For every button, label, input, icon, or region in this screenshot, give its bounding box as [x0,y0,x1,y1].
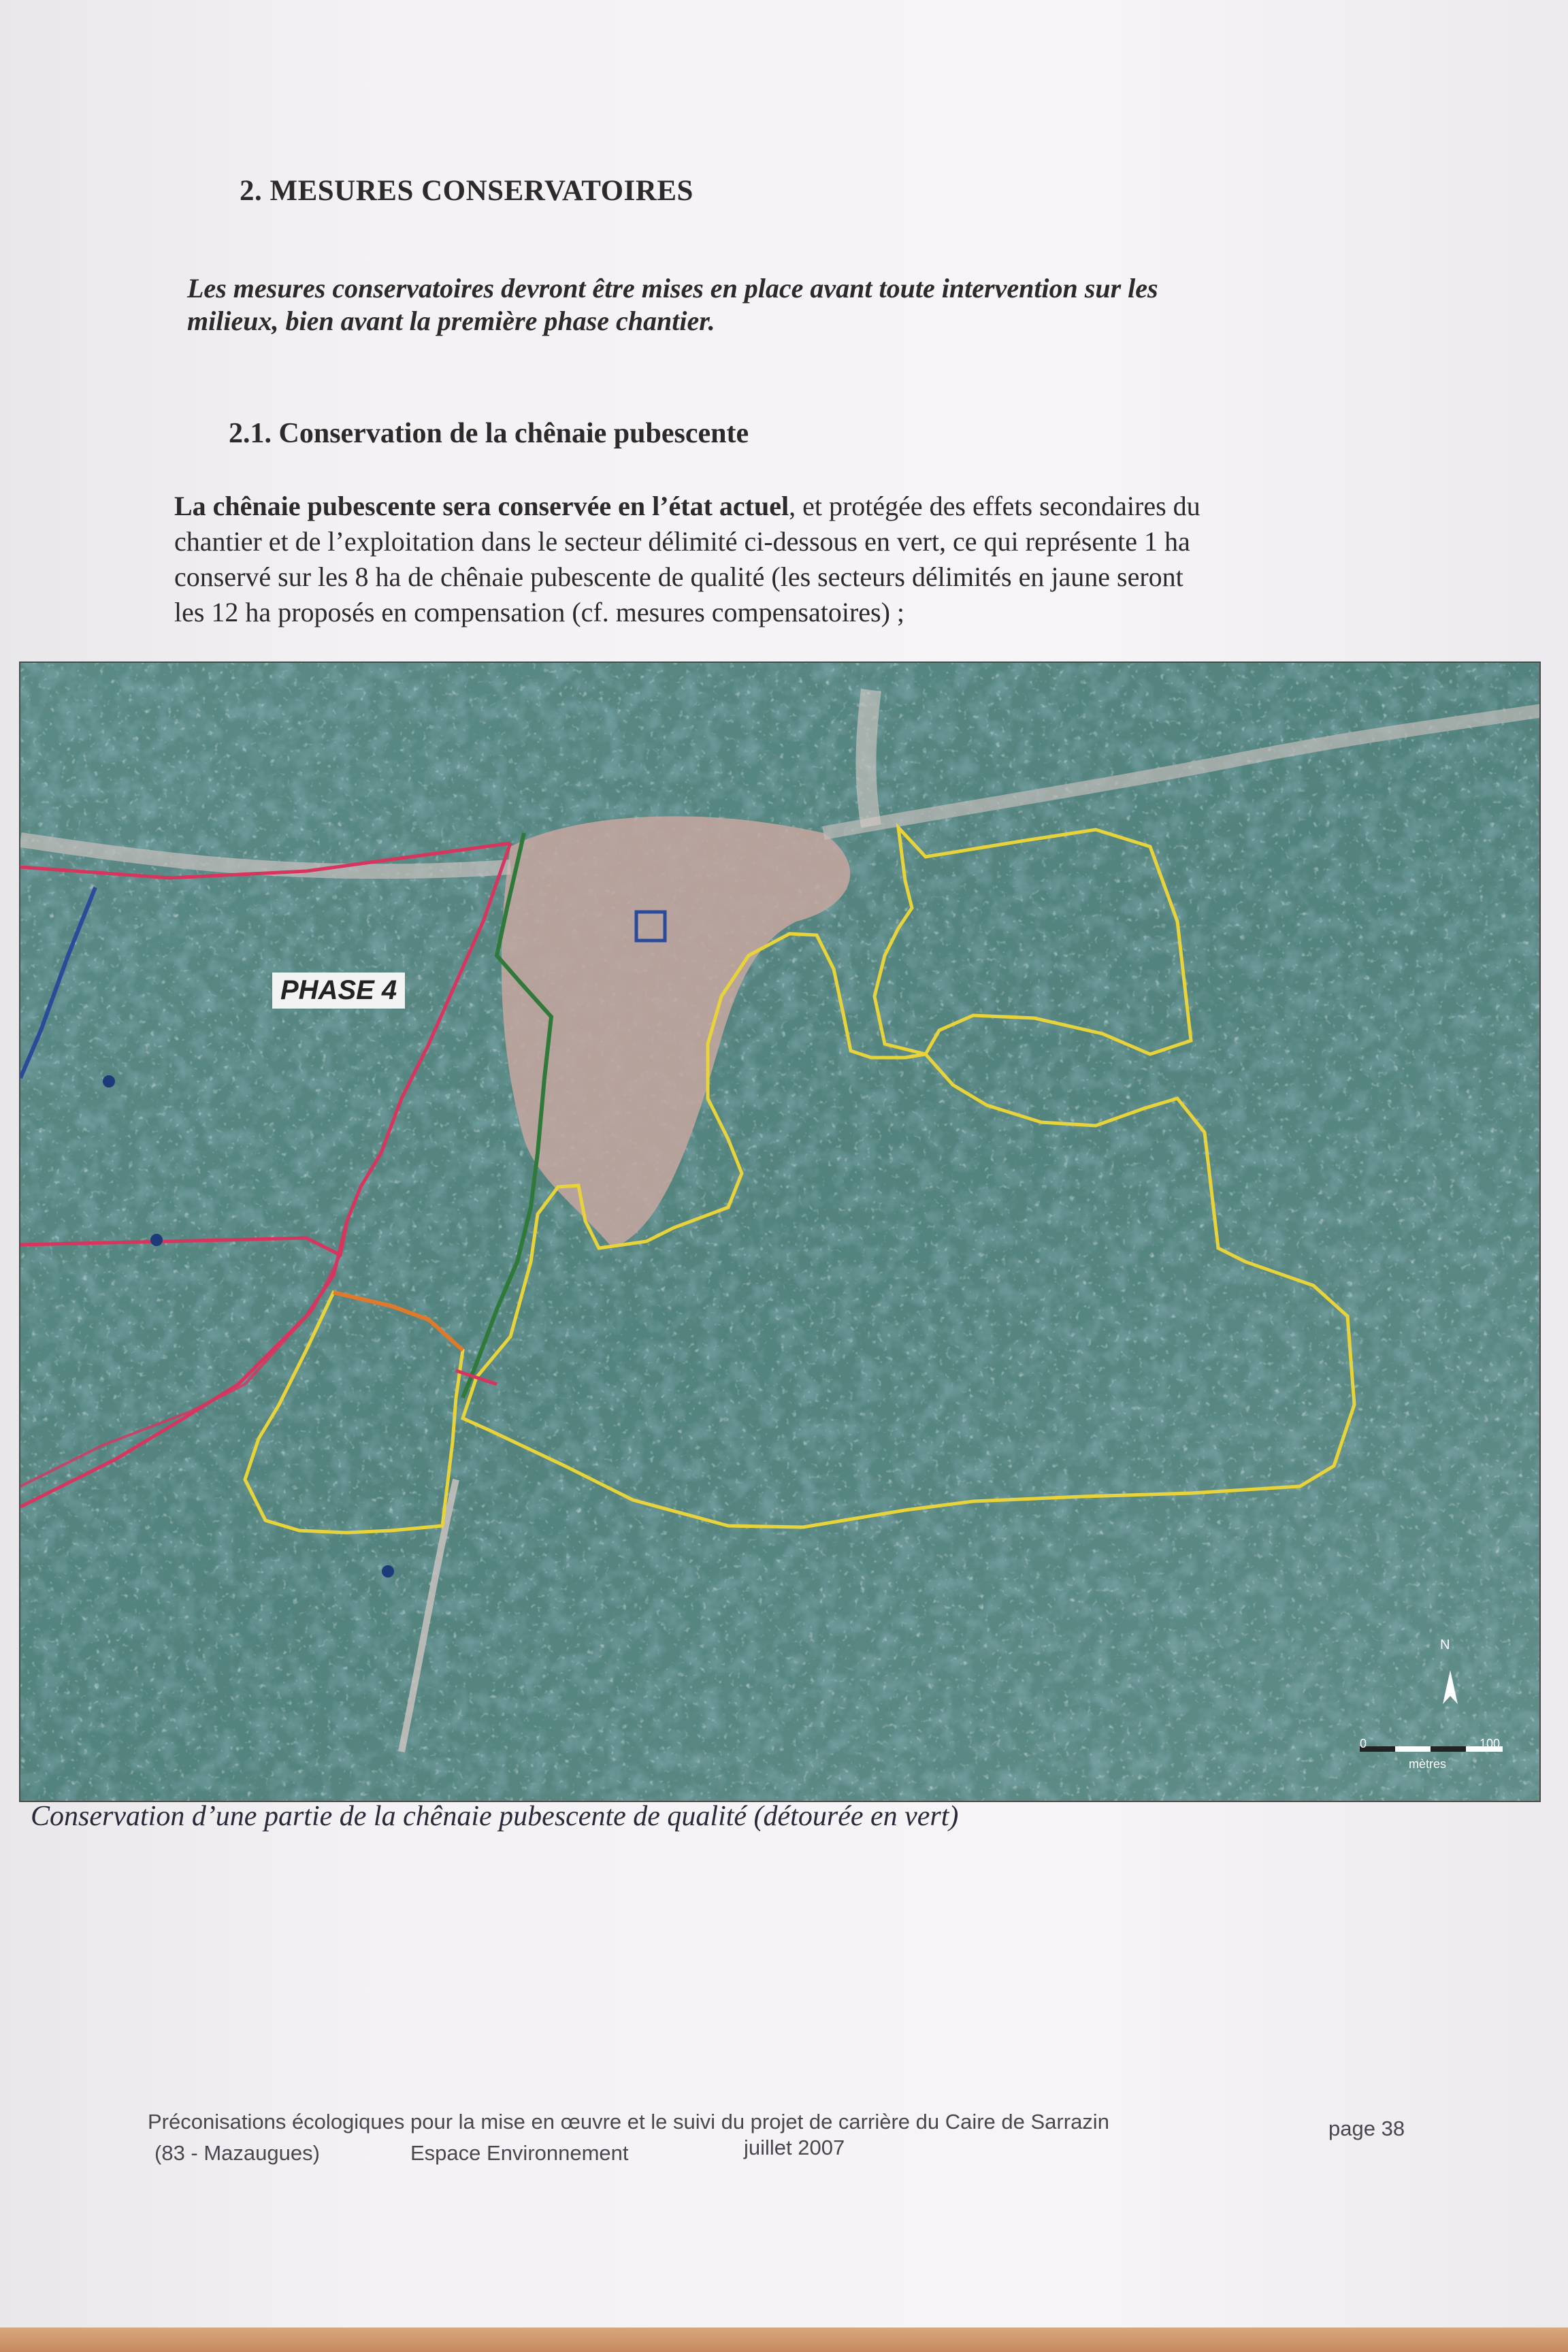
intro-line-1: Les mesures conservatoires devront être mises en place avant toute intervention sur les [187,273,1158,304]
survey-point [103,1075,115,1088]
phase-label: PHASE 4 [272,973,405,1009]
aerial-map-image [20,663,1541,1802]
paragraph-line-3: conservé sur les 8 ha de chênaie pubescente de qualité (les secteurs délimités en jaune seront [174,561,1183,592]
track-north [866,690,872,826]
subsection-heading: 2.1. Conservation de la chênaie pubescente [229,418,749,449]
survey-point [382,1565,394,1578]
section-heading: 2. MESURES CONSERVATOIRES [240,175,693,207]
map-caption: Conservation d’une partie de la chênaie pubescente de qualité (détourée en vert) [31,1801,959,1832]
scale-end-label: 100 [1480,1737,1501,1750]
paragraph-line-4: les 12 ha proposés en compensation (cf. mesures compensatoires) ; [174,597,905,627]
footer-org: Espace Environnement [410,2141,629,2165]
paragraph-line-1 [174,490,1406,522]
scale-unit-label: mètres [1409,1757,1447,1771]
intro-line-2: milieux, bien avant la première phase chantier. [187,306,715,336]
page-number: page 38 [1328,2117,1405,2140]
survey-point [150,1234,163,1246]
scale-start-label: 0 [1360,1737,1367,1750]
paragraph-bold-lead: La chênaie pubescente sera conservée en l’état actuel [174,491,789,521]
paragraph-line-1-rest: , et protégée des effets secondaires du [789,491,1200,521]
scale-legend [1354,1731,1504,1772]
aerial-map [19,662,1541,1802]
footer-date: juillet 2007 [744,2136,845,2159]
paragraph-line-2: chantier et de l’exploitation dans le secteur délimité ci-dessous en vert, ce qui représente 1 ha [174,526,1190,557]
footer-location: (83 - Mazaugues) [154,2141,320,2165]
table-surface [0,2328,1568,2352]
north-label: N [1440,1637,1450,1652]
footer-title: Préconisations écologiques pour la mise en œuvre et le suivi du projet de carrière du Caire de Sarrazin [148,2110,1109,2134]
